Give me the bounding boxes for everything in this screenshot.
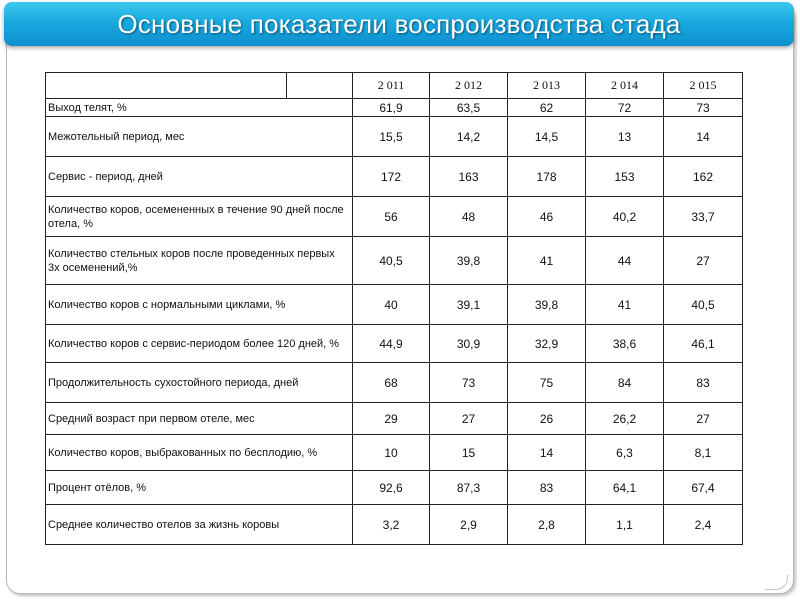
- table-row: [46, 403, 743, 435]
- table-row: [46, 237, 743, 285]
- value-cell: 13: [586, 117, 664, 157]
- value-cell: 15,5: [353, 117, 430, 157]
- row-label: Процент отёлов, %: [46, 471, 353, 505]
- value-cell: 3,2: [353, 505, 430, 545]
- slide-title: Основные показатели воспроизводства стада: [117, 8, 681, 39]
- value-cell: 67,4: [664, 471, 743, 505]
- value-cell: 56: [353, 197, 430, 237]
- value-cell: 62: [508, 99, 586, 117]
- table-row: [46, 285, 743, 325]
- table-row: [46, 363, 743, 403]
- value-cell: 39,8: [508, 285, 586, 325]
- value-cell: 10: [353, 435, 430, 471]
- row-label: Межотельный период, мес: [46, 117, 353, 157]
- value-cell: 32,9: [508, 325, 586, 363]
- table-row: [46, 197, 743, 237]
- value-cell: 73: [664, 99, 743, 117]
- value-cell: 46: [508, 197, 586, 237]
- header-cell-year: 2 011: [353, 73, 430, 99]
- value-cell: 40,2: [586, 197, 664, 237]
- table-row: [46, 505, 743, 545]
- value-cell: 2,4: [664, 505, 743, 545]
- value-cell: 15: [430, 435, 508, 471]
- value-cell: 92,6: [353, 471, 430, 505]
- value-cell: 46,1: [664, 325, 743, 363]
- value-cell: 14: [508, 435, 586, 471]
- value-cell: 33,7: [664, 197, 743, 237]
- value-cell: 2,8: [508, 505, 586, 545]
- row-label: Продолжительность сухостойного периода, дней: [46, 363, 353, 403]
- table-row: [46, 157, 743, 197]
- row-label: Сервис - период, дней: [46, 157, 353, 197]
- row-label: Выход телят, %: [46, 99, 353, 117]
- value-cell: 41: [586, 285, 664, 325]
- table-row: [46, 325, 743, 363]
- value-cell: 40,5: [664, 285, 743, 325]
- row-label: Количество коров с нормальными циклами, %: [46, 285, 353, 325]
- value-cell: 44,9: [353, 325, 430, 363]
- table-header-row: [46, 73, 743, 99]
- value-cell: 14,2: [430, 117, 508, 157]
- value-cell: 14: [664, 117, 743, 157]
- value-cell: 39,8: [430, 237, 508, 285]
- value-cell: 26,2: [586, 403, 664, 435]
- value-cell: 68: [353, 363, 430, 403]
- header-cell-year: 2 013: [508, 73, 586, 99]
- table-row: [46, 99, 743, 117]
- value-cell: 64,1: [586, 471, 664, 505]
- value-cell: 72: [586, 99, 664, 117]
- value-cell: 48: [430, 197, 508, 237]
- value-cell: 6,3: [586, 435, 664, 471]
- value-cell: 27: [664, 237, 743, 285]
- value-cell: 63,5: [430, 99, 508, 117]
- value-cell: 162: [664, 157, 743, 197]
- row-label: Количество коров, осемененных в течение 90 дней после отела, %: [46, 197, 353, 237]
- row-label: Количество коров, выбракованных по бесплодию, %: [46, 435, 353, 471]
- value-cell: 29: [353, 403, 430, 435]
- value-cell: 40,5: [353, 237, 430, 285]
- value-cell: 27: [430, 403, 508, 435]
- row-label: Средний возраст при первом отеле, мес: [46, 403, 353, 435]
- value-cell: 1,1: [586, 505, 664, 545]
- value-cell: 153: [586, 157, 664, 197]
- value-cell: 39,1: [430, 285, 508, 325]
- value-cell: 61,9: [353, 99, 430, 117]
- value-cell: 172: [353, 157, 430, 197]
- table-row: [46, 435, 743, 471]
- table-row: [46, 117, 743, 157]
- row-label: Количество коров с сервис-периодом более 120 дней, %: [46, 325, 353, 363]
- value-cell: 30,9: [430, 325, 508, 363]
- header-cell: [287, 73, 353, 99]
- value-cell: 163: [430, 157, 508, 197]
- header-cell-year: 2 014: [586, 73, 664, 99]
- value-cell: 83: [664, 363, 743, 403]
- value-cell: 8,1: [664, 435, 743, 471]
- value-cell: 26: [508, 403, 586, 435]
- value-cell: 27: [664, 403, 743, 435]
- value-cell: 87,3: [430, 471, 508, 505]
- row-label: Среднее количество отелов за жизнь коровы: [46, 505, 353, 545]
- data-table: [45, 72, 743, 545]
- value-cell: 178: [508, 157, 586, 197]
- header-cell-year: 2 015: [664, 73, 743, 99]
- header-cell: [46, 73, 287, 99]
- value-cell: 41: [508, 237, 586, 285]
- value-cell: 83: [508, 471, 586, 505]
- value-cell: 75: [508, 363, 586, 403]
- value-cell: 73: [430, 363, 508, 403]
- value-cell: 40: [353, 285, 430, 325]
- title-banner: [4, 2, 794, 46]
- value-cell: 38,6: [586, 325, 664, 363]
- header-cell-year: 2 012: [430, 73, 508, 99]
- value-cell: 14,5: [508, 117, 586, 157]
- row-label: Количество стельных коров после проведенных первых 3х осеменений,%: [46, 237, 353, 285]
- value-cell: 2,9: [430, 505, 508, 545]
- value-cell: 44: [586, 237, 664, 285]
- value-cell: 84: [586, 363, 664, 403]
- table-row: [46, 471, 743, 505]
